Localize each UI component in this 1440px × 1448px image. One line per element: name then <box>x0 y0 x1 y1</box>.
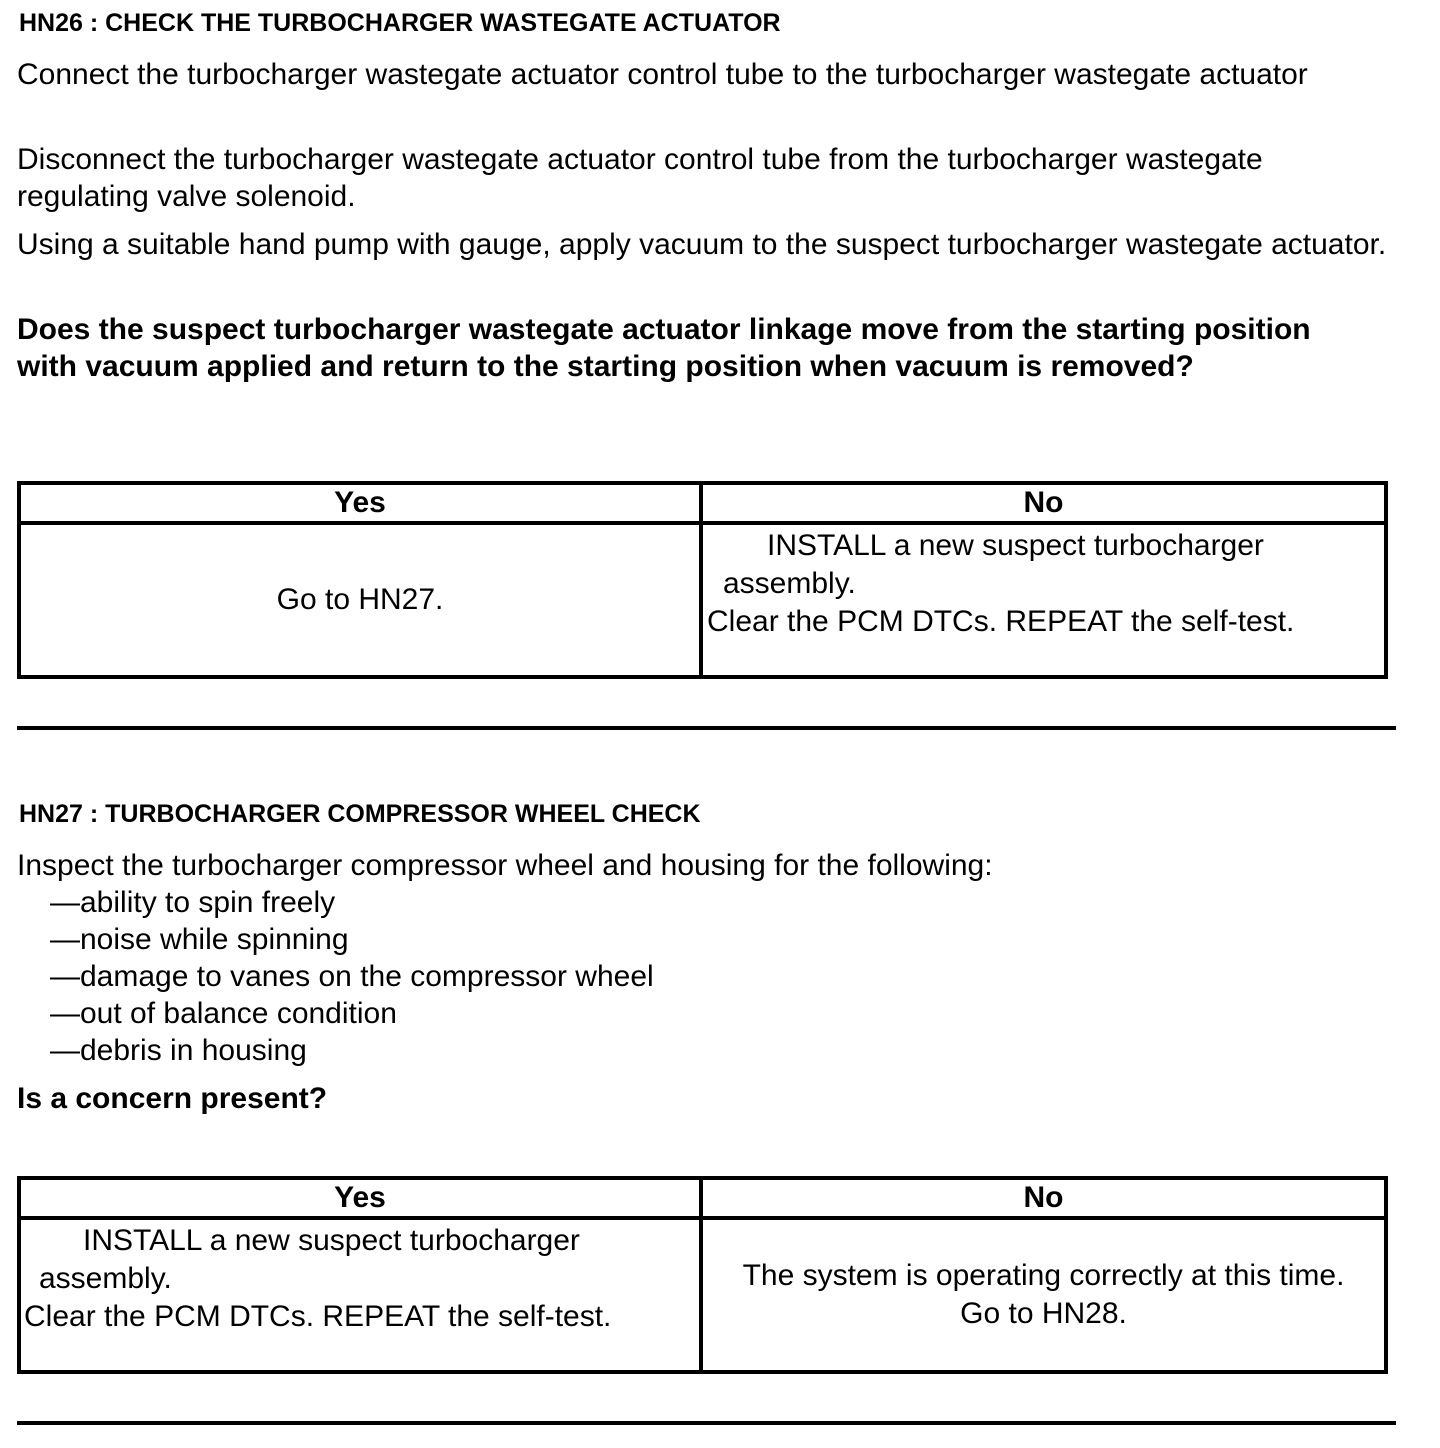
hn26-no-line-1: INSTALL a new suspect turbocharger <box>767 529 1264 562</box>
hn27-list-item: —damage to vanes on the compressor wheel <box>50 960 654 993</box>
hn26-no-line-3: Clear the PCM DTCs. REPEAT the self-test. <box>707 605 1295 638</box>
hn26-question: Does the suspect turbocharger wastegate actuator linkage move from the starting position with vacuum applied and return to the starting position when vacuum is removed? <box>17 313 1311 383</box>
hn26-step-disconnect: Disconnect the turbocharger wastegate actuator control tube from the turbocharger wastegate regulating valve solenoid. <box>17 143 1263 213</box>
hn27-no-header: No <box>701 1178 1386 1218</box>
hn27-yes-line-2: assembly. <box>39 1262 172 1295</box>
hn27-yes-header: Yes <box>19 1178 701 1218</box>
hn26-yes-action: Go to HN27. <box>276 583 444 616</box>
hn26-decision-table <box>17 481 1388 679</box>
hn26-step-apply-vacuum: Using a suitable hand pump with gauge, apply vacuum to the suspect turbocharger wastegate actuator. <box>17 228 1387 261</box>
hn27-question: Is a concern present? <box>17 1082 328 1115</box>
hn26-step-connect: Connect the turbocharger wastegate actuator control tube to the turbocharger wastegate actuator <box>17 58 1308 91</box>
hn27-list-item: —debris in housing <box>50 1034 307 1067</box>
hn27-no-line-2: Go to HN28. <box>960 1297 1127 1330</box>
hn26-no-line-2: assembly. <box>723 567 856 600</box>
hn27-yes-line-1: INSTALL a new suspect turbocharger <box>83 1224 580 1257</box>
hn27-no-line-1: The system is operating correctly at this time. <box>742 1259 1345 1292</box>
hn27-decision-table <box>17 1176 1388 1374</box>
hn27-list-item: —noise while spinning <box>50 923 349 956</box>
section-divider-bottom <box>17 1421 1396 1425</box>
hn26-no-cell <box>701 523 1386 677</box>
hn27-heading: HN27 : TURBOCHARGER COMPRESSOR WHEEL CHECK <box>19 800 701 828</box>
hn27-yes-line-3: Clear the PCM DTCs. REPEAT the self-test. <box>24 1300 612 1333</box>
hn26-yes-cell <box>19 523 701 677</box>
hn26-yes-header: Yes <box>19 483 701 523</box>
section-divider <box>17 726 1396 730</box>
hn27-intro: Inspect the turbocharger compressor wheel and housing for the following: <box>17 849 993 882</box>
hn27-yes-cell <box>19 1218 701 1372</box>
hn26-no-header: No <box>701 483 1386 523</box>
hn27-list-item: —out of balance condition <box>50 997 397 1030</box>
hn27-list-item: —ability to spin freely <box>50 886 336 919</box>
hn27-no-cell <box>701 1218 1386 1372</box>
hn26-heading: HN26 : CHECK THE TURBOCHARGER WASTEGATE ACTUATOR <box>19 9 781 37</box>
